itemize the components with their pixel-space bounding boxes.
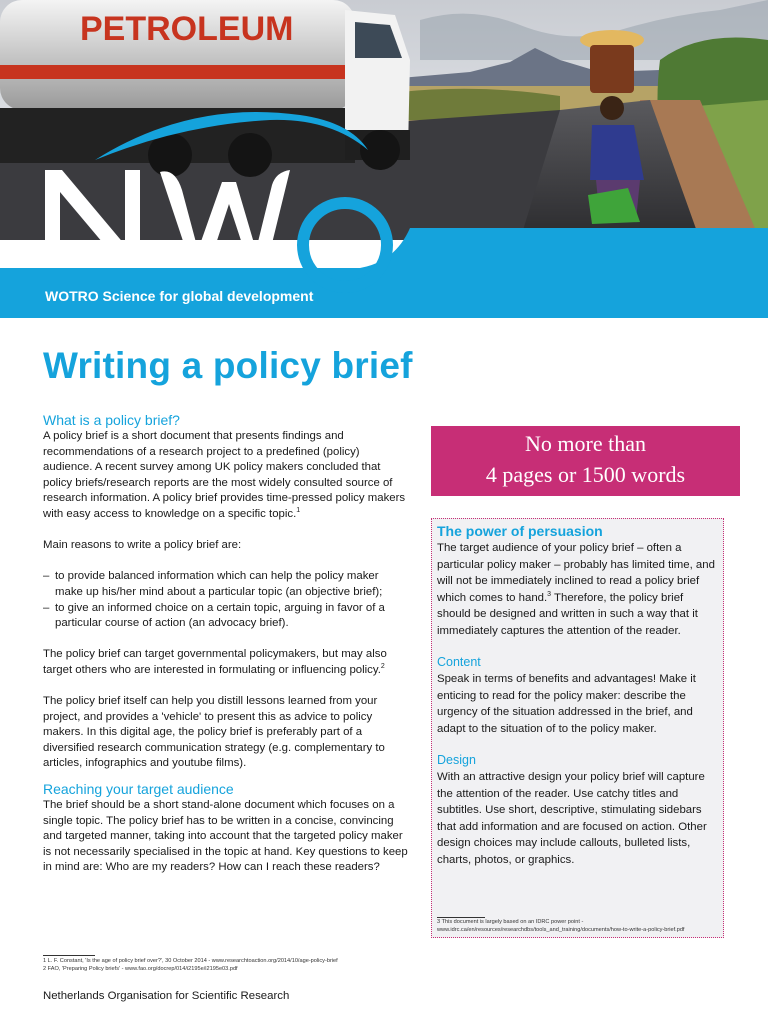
footnote-divider	[43, 955, 95, 956]
list-item: – to provide balanced information which can help the policy maker make up his/her mind about a particular topic (an objective brief);	[43, 569, 408, 600]
footnote-ref: 3	[547, 590, 552, 598]
section-heading-what-is: What is a policy brief?	[43, 412, 180, 428]
callout-line-2: 4 pages or 1500 words	[485, 462, 686, 487]
sidebar-paragraph: Speak in terms of benefits and advantages! Make it enticing to read for the policy maker: describe the urgency of the situation addressed in the brief, and adapt to the situation of to the policy maker.	[437, 673, 696, 735]
sidebar-subheading-content: Content	[437, 655, 481, 669]
callout-line-1: No more than	[525, 431, 646, 456]
list-item-text: to provide balanced information which can help the policy maker make up his/her mind about a particular topic (an objective brief);	[55, 570, 383, 598]
paragraph-text: A policy brief is a short document that presents findings and recommendations of a research project to a predefined (policy) audience. A recent survey among UK policy makers concluded that policy briefs/research reports are the most widely consulted source of research information. A policy brief provides time-pressed policy makers with easy access to knowledge on a specific topic.	[43, 430, 406, 520]
sidebar-heading: The power of persuasion	[437, 523, 603, 539]
callout-box	[431, 426, 740, 496]
section-heading-reaching: Reaching your target audience	[43, 781, 234, 798]
sidebar-subheading-design: Design	[437, 753, 476, 767]
list-item: – to give an informed choice on a certain topic, arguing in favor of a particular course of action (an advocacy brief).	[43, 601, 408, 632]
page-title: Writing a policy brief	[43, 345, 413, 386]
footnote-2: 2 FAO, 'Preparing Policy briefs' - www.fao.org/docrep/014/i2195e/i2195e03.pdf	[43, 966, 238, 972]
paragraph: Main reasons to write a policy brief are:	[43, 539, 242, 552]
sidebar-box	[431, 518, 724, 938]
sidebar-paragraph	[437, 540, 718, 639]
sidebar-footnote: 3 This document is largely based on an IDRC power point - www.idrc.ca/en/resources/researchdbs/tools_and_training/documents/how-to-write-a-policy-brief.pdf	[437, 919, 685, 933]
footnote-1: 1 L. F. Constant, 'Is the age of policy brief over?', 30 October 2014 - www.researchtoaction.org/2014/10/age-policy-brief	[43, 958, 338, 964]
truck-label: PETROLEUM	[80, 10, 294, 48]
paragraph	[43, 647, 408, 678]
paragraph	[43, 429, 408, 523]
sidebar-footnote-divider	[437, 917, 485, 918]
footnote-ref: 2	[380, 663, 385, 671]
footer-organisation: Netherlands Organisation for Scientific Research	[43, 990, 290, 1002]
footnotes	[43, 957, 338, 973]
sidebar-paragraph: With an attractive design your policy brief will capture the attention of the reader. Use catchy titles and subtitles. Use short, descriptive, stimulating sidebars that add information and are focused on action. Other design choices may include callouts, bulleted lists, charts, photos, or graphics.	[437, 771, 707, 866]
tagline: WOTRO Science for global development	[45, 288, 314, 304]
main-column	[43, 411, 408, 876]
paragraph-text: The policy brief can target governmental policymakers, but may also target others who are interested in formulating or influencing policy.	[43, 648, 387, 676]
sidebar-text: The target audience of your policy brief – often a particular policy maker – probably has limited time, and will not be immediately inclined to read a policy brief which comes to hand.	[437, 542, 715, 604]
list-item-text: to give an informed choice on a certain topic, arguing in favor of a particular course of action (an advocacy brief).	[55, 601, 385, 630]
footnote-ref: 1	[296, 507, 301, 515]
sidebar-text: Therefore, the policy brief should be designed and written in such a way that it immediately captures the attention of the reader.	[437, 591, 698, 637]
paragraph: The policy brief itself can help you distill lessons learned from your project, and provides a 'vehicle' to present this as advice to policy makers. In this digital age, the policy brief is preferably part of a diversified research communication strategy (e.g. complementary to articles, infographics and youtube films).	[43, 695, 385, 770]
header-banner	[0, 0, 768, 318]
nwo-logo	[0, 0, 768, 318]
paragraph: The brief should be a short stand-alone document which focuses on a single topic. The policy brief has to be written in a concise, convincing and targeted manner, taking into account that the targeted policy maker is not necessarily specialised in the topic at hand. Key questions to keep in mind are: Who are my readers? How can I reach these readers?	[43, 799, 408, 874]
